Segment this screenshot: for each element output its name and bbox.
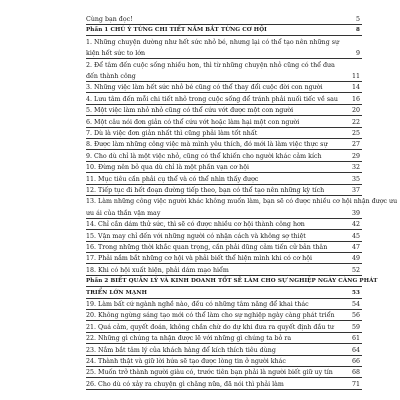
toc-page-number: 68 <box>351 369 360 377</box>
toc-entry <box>86 119 362 128</box>
toc-page-number: 56 <box>351 312 360 320</box>
toc-page-number: 16 <box>351 95 360 103</box>
toc-page-number: 20 <box>351 107 360 115</box>
toc-entry-text: 23. Nắm bắt tâm lý của khách hàng để kích thích tiêu dùng <box>86 346 276 354</box>
toc-page-number: 14 <box>351 84 360 92</box>
toc-entry-text: 12. Tiếp tục đi hết đoạn đường tiếp theo, bạn có thể tạo nên những kỳ tích <box>86 187 325 194</box>
toc-entry-text: 6. Một câu nói đơn giản có thể cứu vớt hoặc làm hại một con người <box>86 118 300 126</box>
toc-entry-text: 26. Cho dù có xảy ra chuyện gì chăng nữa, đã nói thì phải làm <box>86 380 284 388</box>
toc-entry <box>86 96 362 105</box>
toc-entry <box>86 187 362 196</box>
toc-entry-text: TRIỂN LỚN MẠNH <box>86 289 147 296</box>
toc-entry <box>86 221 362 230</box>
toc-entry <box>86 50 362 59</box>
toc-entry-text: 16. Trong những thời khắc quan trọng, cần phải dũng cảm tiến cử bản thân <box>86 244 328 251</box>
toc-page-number: 52 <box>351 266 360 274</box>
toc-entry-text: 22. Những gì chúng ta nhận được lẽ với những gì chúng ta bỏ ra <box>86 335 292 343</box>
toc-entry-text: 10. Đừng nên bỏ qua dù chỉ là một phần vạn cơ hội <box>86 164 250 172</box>
toc-entry-text: Cùng bạn đọc! <box>86 16 133 23</box>
toc-page-number: 59 <box>351 323 360 331</box>
toc-entry-text: 21. Quá cảm, quyết đoán, không chần chừ do dự khi đưa ra quyết định đầu tư <box>86 323 334 331</box>
toc-page-number: 35 <box>351 175 360 183</box>
toc-entry <box>86 39 362 48</box>
toc-entry <box>86 267 362 276</box>
toc-entry-text: 7. Dù là việc đơn giản nhất thì cũng phải làm tốt nhất <box>86 130 258 137</box>
toc-page-number: 66 <box>351 358 360 365</box>
toc-entry <box>86 141 362 150</box>
toc-entry <box>86 301 362 310</box>
toc-entry-text: 15. Vận may chỉ đến với những người có nhận cách và không sợ thiệt <box>86 232 306 240</box>
toc-entry-text: 24. Thành thật và giữ lời hứa sẽ tạo được lòng tin ở người khác <box>86 358 286 365</box>
toc-entry <box>86 358 362 367</box>
toc-page-number: 64 <box>351 346 360 354</box>
toc-entry <box>86 130 362 139</box>
toc-page-number: 22 <box>351 118 360 126</box>
toc-page-number: 49 <box>351 255 360 263</box>
toc-entry <box>86 62 362 71</box>
toc-page-number: 5 <box>355 16 360 23</box>
toc-entry-text: Phần 2 BIẾT QUẢN LÝ VÀ KINH DOANH TỐT SẼ LÀM CHO SỰ NGHIỆP NGÀY CÀNG PHÁT <box>86 278 378 285</box>
toc-entry <box>86 73 362 82</box>
toc-page-number: 39 <box>351 209 360 217</box>
toc-entry-text: kiện hết sức to lớn <box>86 50 146 58</box>
toc-entry <box>86 107 362 116</box>
toc-entry-text: 17. Phải nắm bắt những cơ hội và phải biết thể hiện mình khi có cơ hội <box>86 255 313 263</box>
toc-page-number: 45 <box>351 232 360 240</box>
toc-entry <box>86 210 362 219</box>
toc-entry-text: 14. Chỉ cần dám thử sức, thì sẽ có được nhiều cơ hội thành công hơn <box>86 221 305 229</box>
toc-entry <box>86 176 362 185</box>
toc-entry-text: 3. Những việc làm hết sức nhỏ bé cũng có thể thay đổi cuộc đời con người <box>86 84 323 92</box>
toc-entry <box>86 335 362 344</box>
toc-entry-text: 18. Khi có hội xuất hiện, phải dám mạo hiểm <box>86 266 229 274</box>
toc-entry-text: 19. Làm bất cứ ngành nghề nào, đều có những tâm năng để khai thác <box>86 301 309 308</box>
toc-page-number: 54 <box>351 301 360 308</box>
toc-entry <box>86 16 362 25</box>
toc-page-number: 27 <box>351 141 360 149</box>
toc-entry-text: 11. Mục tiêu cần phải cụ thể và có thể nhìn thấy được <box>86 175 259 183</box>
toc-entry-text: 2. Để tâm đến cuộc sống nhiều hơn, thì từ những chuyện nhỏ cũng có thể đưa <box>86 61 335 69</box>
toc-entry-text: 1. Những chuyện dường như hết sức nhỏ bé, nhưng lại có thể tạo nên những sự <box>86 38 340 46</box>
toc-entry <box>86 84 362 93</box>
toc-page-number: 71 <box>351 380 360 388</box>
toc-part-heading <box>86 290 362 299</box>
toc-page-number: 61 <box>351 335 360 343</box>
toc-entry-text: 13. Làm những công việc người khác không muốn làm, bạn sẽ có được nhiều cơ hội nhận được ưu <box>86 198 398 206</box>
toc-entry <box>86 347 362 356</box>
toc-entry <box>86 324 362 333</box>
toc-entry-text: ưu ái của thần vận may <box>86 209 161 217</box>
toc-entry <box>86 233 362 242</box>
toc-entry-text: đến thành công <box>86 73 136 80</box>
toc-entry <box>86 369 362 378</box>
toc-entry <box>86 153 362 162</box>
toc-page-number: 11 <box>351 73 360 80</box>
toc-entry <box>86 255 362 264</box>
toc-page-number: 37 <box>351 187 360 194</box>
toc-entry <box>86 244 362 253</box>
toc-entry-text: Phần 1 CHÚ Ý TỪNG CHI TIẾT NẮM BẮT TỪNG CƠ HỘI <box>86 27 267 34</box>
toc-page-number: 25 <box>351 130 360 137</box>
toc-page-number: 47 <box>351 244 360 251</box>
toc-entry-text: 9. Cho dù chỉ là một việc nhỏ, cũng có thể khiến cho người khác cảm kích <box>86 152 322 160</box>
toc-page-number: 29 <box>351 152 360 160</box>
toc-page-number: 53 <box>352 289 360 296</box>
toc-entry-text: 4. Lưu tâm đến mỗi chi tiết nhỏ trong cuộc sống để tránh phải nuối tiếc về sau <box>86 95 338 103</box>
toc-part-heading <box>86 27 362 36</box>
toc-page-number: 8 <box>356 27 360 34</box>
toc-entry-text: 5. Một việc làm nhỏ nhỏ cũng có thể cứu vớt được một con người <box>86 107 294 115</box>
toc-part-heading <box>86 278 378 287</box>
toc-entry <box>86 312 362 321</box>
toc-page-number: 32 <box>351 164 360 172</box>
toc-entry <box>86 198 398 207</box>
toc-entry <box>86 164 362 173</box>
toc-entry-text: 8. Được làm những công việc mà mình yêu thích, đó mới là làm việc thực sự <box>86 141 328 149</box>
toc-entry-text: 20. Không ngừng sáng tạo mới có thể làm cho sự nghiệp ngày càng phát triển <box>86 312 335 320</box>
toc-entry-text: 25. Muốn trở thành người giàu có, trước tiên bạn phải là người biết giữ uy tín <box>86 369 333 377</box>
toc-page-number: 42 <box>351 221 360 229</box>
toc-entry <box>86 381 362 390</box>
toc-page-number: 9 <box>355 50 360 58</box>
